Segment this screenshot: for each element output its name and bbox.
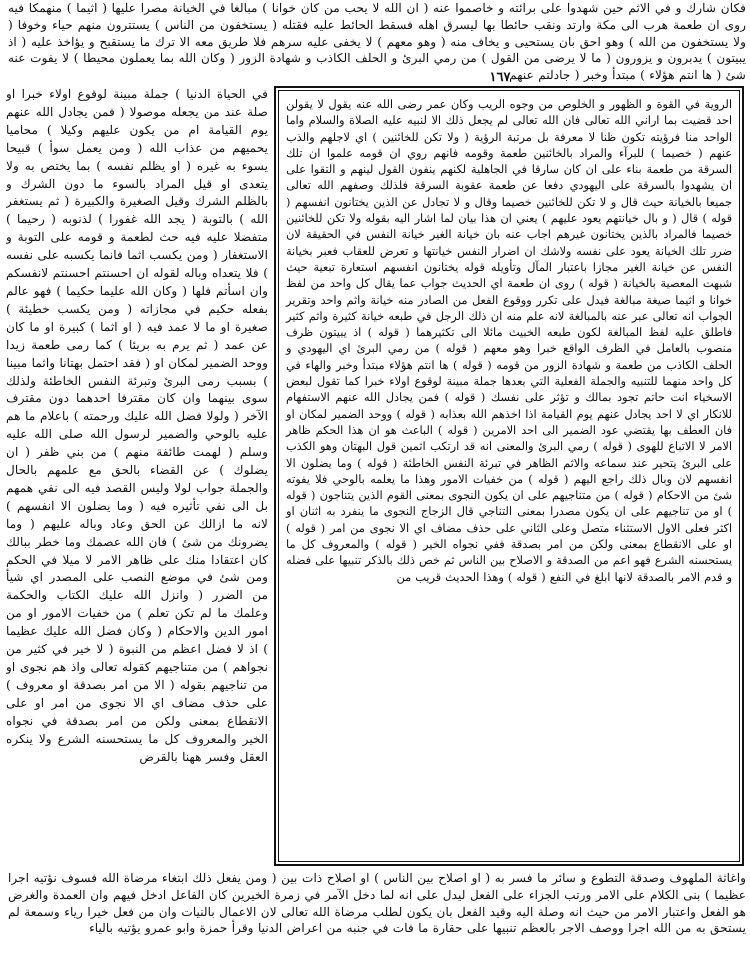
top-commentary-text: فكان شارك و في الاثم حين شهدوا على برائته و خاصموا عنه ( ان الله لا يحب من كان خوانا ) مبالغا في الخيانة مصرا عليها ( اثيما ) منهمكا فيه روى ان طعمة هرب الى مكة وارتد ونقب حائطا بها ليسرق اهله فسقط الحائط عليه فقتله ( يستخفون من الناس ) يستترون منهم حياء وخوفا ( ولا يستخفون من الله ) وهو احق بان يستحيى و يخاف منه ( وهو معهم ) لا يخفى عليه سرهم فلا طريق معه الا ترك ما يستقبح و يؤاخذ عليه ( اذ يبيتون ) يدبرون و يزورون ( ما لا يرضى من القول ) من رمي البرئ و الحلف الكاذب و شهادة الزور ( وكان الله بما يعملون محيطا ) لا يفوت عنه شئ ( ها انتم هؤلاء ) مبتدأ وخبر ( جادلتم عنهم (8, 1, 746, 83)
bottom-commentary (8, 870, 746, 937)
page-number: ١٦٧ (489, 70, 511, 85)
hashiya-box (274, 86, 744, 866)
tafsir-column (6, 86, 268, 870)
bottom-commentary-text: واغاثة الملهوف وصدقة التطوع و سائر ما فسر به ( او اصلاح بين الناس ) او اصلاح ذات بين ( ومن يفعل ذلك ابتغاء مرضاة الله فسوف نؤتيه اجرا عظيما ) بنى الكلام على الامر ورتب الجزاء على الفعل ليدل على انه لما دخل الآمر في زمرة الخيرين كان الفاعل ادخل فيهم وان العمدة والغرض هو الفعل واعتبار الامر من حيث انه وصلة اليه وقيد الفعل بان يكون لطلب مرضاة الله تعالى لان الاعمال بالنيات وان من فعل خيرا رياء وسمعة لم يستحق به من الله اجرا ووصف الاجر بالعظم تنبيها على حقارة ما فات في جنبه من اعراض الدنيا وقرأ حمزة وابو عمرو يؤتيه بالياء (8, 871, 746, 936)
hashiya-text: الروية في القوة و الظهور و الخلوص من وجوه الريب وكان عمر رضى الله عنه يقول لا يقولن احد قضيت بما اراني الله تعالى فان الله تعالى لم يجعل ذلك الا لنبيه عليه الصلاة والسلام واما الواحد منا فرؤيته تكون ظنا لا معرفة بل مرتبة الرؤية ( ولا تكن للخائنين ) اي لاجلهم والذب عنهم ( خصيما ) للبرآء والمراد بالخائنين طعمة وقومه فانهم روي ان قومه علموا ان تلك السرقة من طعمة بناء على ان كان سارقا في الجاهلية لكنهم ينفون القول لينهم و التقوا على ان يشهدوا بالسرقة على اليهودي دفعا عن طعمة عقوبة السرقة فلذلك وصفهم الله تعالى جميعا بالخيانة حيث قال و لا تكن للخائنين خصيما وقال و لا تجادل عن الذين يختانون انفسهم ( قوله ) قال ( و بال خيانتهم يعود عليهم ) يعني ان هذا بيان لما اشار اليه بقوله ولا تكن للخائنين خصيما فالمراد بالذين يختانون غيرهم اجاب عنه بان خيانة الغير خيانة النفس في الحقيقة لان ضرر تلك الخيانة يعود على نفسه ولاشك ان اضرار النفس خيانتها و تعرض للعقاب فعبر بخيانة النفس عن خيانة الغير مجازا باعتبار المآل وتأويله قوله يختانون انفسهم استعارة تبعية حيث شبهت المعصية بالخيانة ( قوله ) روى ان طعمة اي الحديث جواب عما يقال كل واحد من لفظ خوانا و اثيما صيغة مبالغة فيدل على تكرر ووقوع الفعل من الصادر منه خيانة واثم واحد وتقرير الجواب انه تعالى عبر عنه بالمبالغة لانه علم منه ان ذلك الرجل في طبعه خيانة كثيرة واثم كثير فاطلق عليه لفظ المبالغة لكون طبعه الخبيث مائلا الى تكثيرهما ( قوله ) اذ يبيتون ظرف منصوب بالعامل في الظرف الواقع خبرا وهو معهم ( قوله ) من رمي البرئ اي اليهودي و الحلف الكاذب من طعمة و شهادة الزور من قومه ( قوله ) ها انتم هؤلاء مبتدأ وخبر والهاء في كل واحد منهما للتنبيه والجملة الفعلية التي بعدها جملة مبينة لوقوع اولاء خبرا كما تقول لبعض الاسخياء انت حاتم تجود بمالك و تؤثر على نفسك ( قوله ) فمن يجادل الله عنهم الاستفهام للانكار اي لا احد يجادل عنهم يوم القيامة اذا اخذهم الله بعذابه ( قوله ) ووحد الضمير لمكان او فان العطف بها يقتضي عود الضمير الى احد الامرين ( قوله ) الباعث هو ان هذا الحكم ظاهر الامر لا الاتباع للهوى ( قوله ) رمي البرئ والمعنى انه قد ارتكب اثمين قول البهتان وهو الكذب على البرئ يتحير عند سماعه والاثم الظاهر في تبرئة النفس الخاطئة ( قوله ) وما يضلون الا انفسهم لان وبال ذلك راجع اليهم ( قوله ) من خفيات الامور وهذا ما يعلمه بالوحي فلا يفوته شئ من الاحكام ( قوله ) من متناجيهم على ان يكون النجوى بمعنى القوم الذين يتناجون ( قوله ) او من تناجيهم على ان يكون مصدرا بمعنى التناجي قال الزجاج النجوى ما ينفرد به اثنان او اكثر فعلى الاول الاستثناء متصل وعلى الثاني على حذف مضاف اي الا نجوى من امر ( قوله ) او على الانقطاع بمعنى ولكن من امر بصدقة ففي نجواه الخير ( قوله ) والمعروف كل ما يستحسنه الشرع فهو اعم من الصدقة و الاصلاح بين الناس ثم خص ذلك بالذكر تنبيها على فضله و قدم الامر بالصدقة لانها ابلغ في النفع ( قوله ) وهذا الحديث قريب من (286, 98, 732, 584)
hashiya-content (279, 91, 739, 861)
tafsir-column-text: في الحياة الدنيا ) جملة مبينة لوقوع اولاء خبرا او صلة عند من يجعله موصولا ( فمن يجادل الله عنهم يوم القيامة ام من يكون عليهم وكيلا ) محاميا يحميهم من عذاب الله ( ومن يعمل سوأ ) قبيحا يسوء به غيره ( او يظلم نفسه ) بما يختص به ولا يتعدى او قيل المراد بالسوء ما دون الشرك و بالظلم الشرك وقيل الصغيرة والكبيرة ( ثم يستغفر الله ) بالتوبة ( يجد الله غفورا ) لذنوبه ( رحيما ) متفضلا عليه فيه حث لطعمة و قومه على التوبة و الاستغفار ( ومن يكسب اثما فانما يكسبه على نفسه ) فلا يتعداه وباله لقوله ان احسنتم احسنتم لانفسكم وان اسأتم فلها ( وكان الله عليما حكيما ) فهو عالم بفعله حكيم في مجازاته ( ومن يكسب خطيئة ) صغيرة او ما لا عمد فيه ( او اثما ) كبيرة او ما كان عن عمد ( ثم يرم به بريئا ) كما رمى طعمة زيدا ووحد الضمير لمكان او ( فقد احتمل بهتانا واثما مبينا ) بسبب رمى البرئ وتبرئة النفس الخاطئة ولذلك سوى بينهما وان كان مقترفا احدهما دون مقترف الآخر ( ولولا فضل الله عليك ورحمته ) باعلام ما هم عليه بالوحي والضمير لرسول الله صلى الله عليه وسلم ( لهمت طائفة منهم ) من بني ظفر ( ان يضلوك ) عن القضاء بالحق مع علمهم بالحال والجملة جواب لولا وليس القصد فيه الى نفي همهم بل الى نفي تأثيره فيه ( وما يضلون الا انفسهم ) لانه ما ازالك عن الحق وعاد وباله عليهم ( وما يضرونك من شئ ) فان الله عصمك وما خطر ببالك كان اعتقادا منك على ظاهر الامر لا ميلا في الحكم ومن شئ في موضع النصب على المصدر اي شيأ من الضرر ( وانزل الله عليك الكتاب والحكمة وعلمك ما لم تكن تعلم ) من خفيات الامور او من امور الدين والاحكام ( وكان فضل الله عليك عظيما ) اذ لا فضل اعظم من النبوة ( لا خير في كثير من نجواهم ) من متناجيهم كقوله تعالى واذ هم نجوى او من تناجيهم بقوله ( الا من امر بصدقة او معروف ) على حذف مضاف اي الا نجوى من امر او على الانقطاع بمعنى ولكن من امر بصدقة في نجواه الخير والمعروف كل ما يستحسنه الشرع ولا ينكره العقل وفسر ههنا بالقرض (6, 87, 268, 764)
top-commentary (8, 0, 746, 84)
